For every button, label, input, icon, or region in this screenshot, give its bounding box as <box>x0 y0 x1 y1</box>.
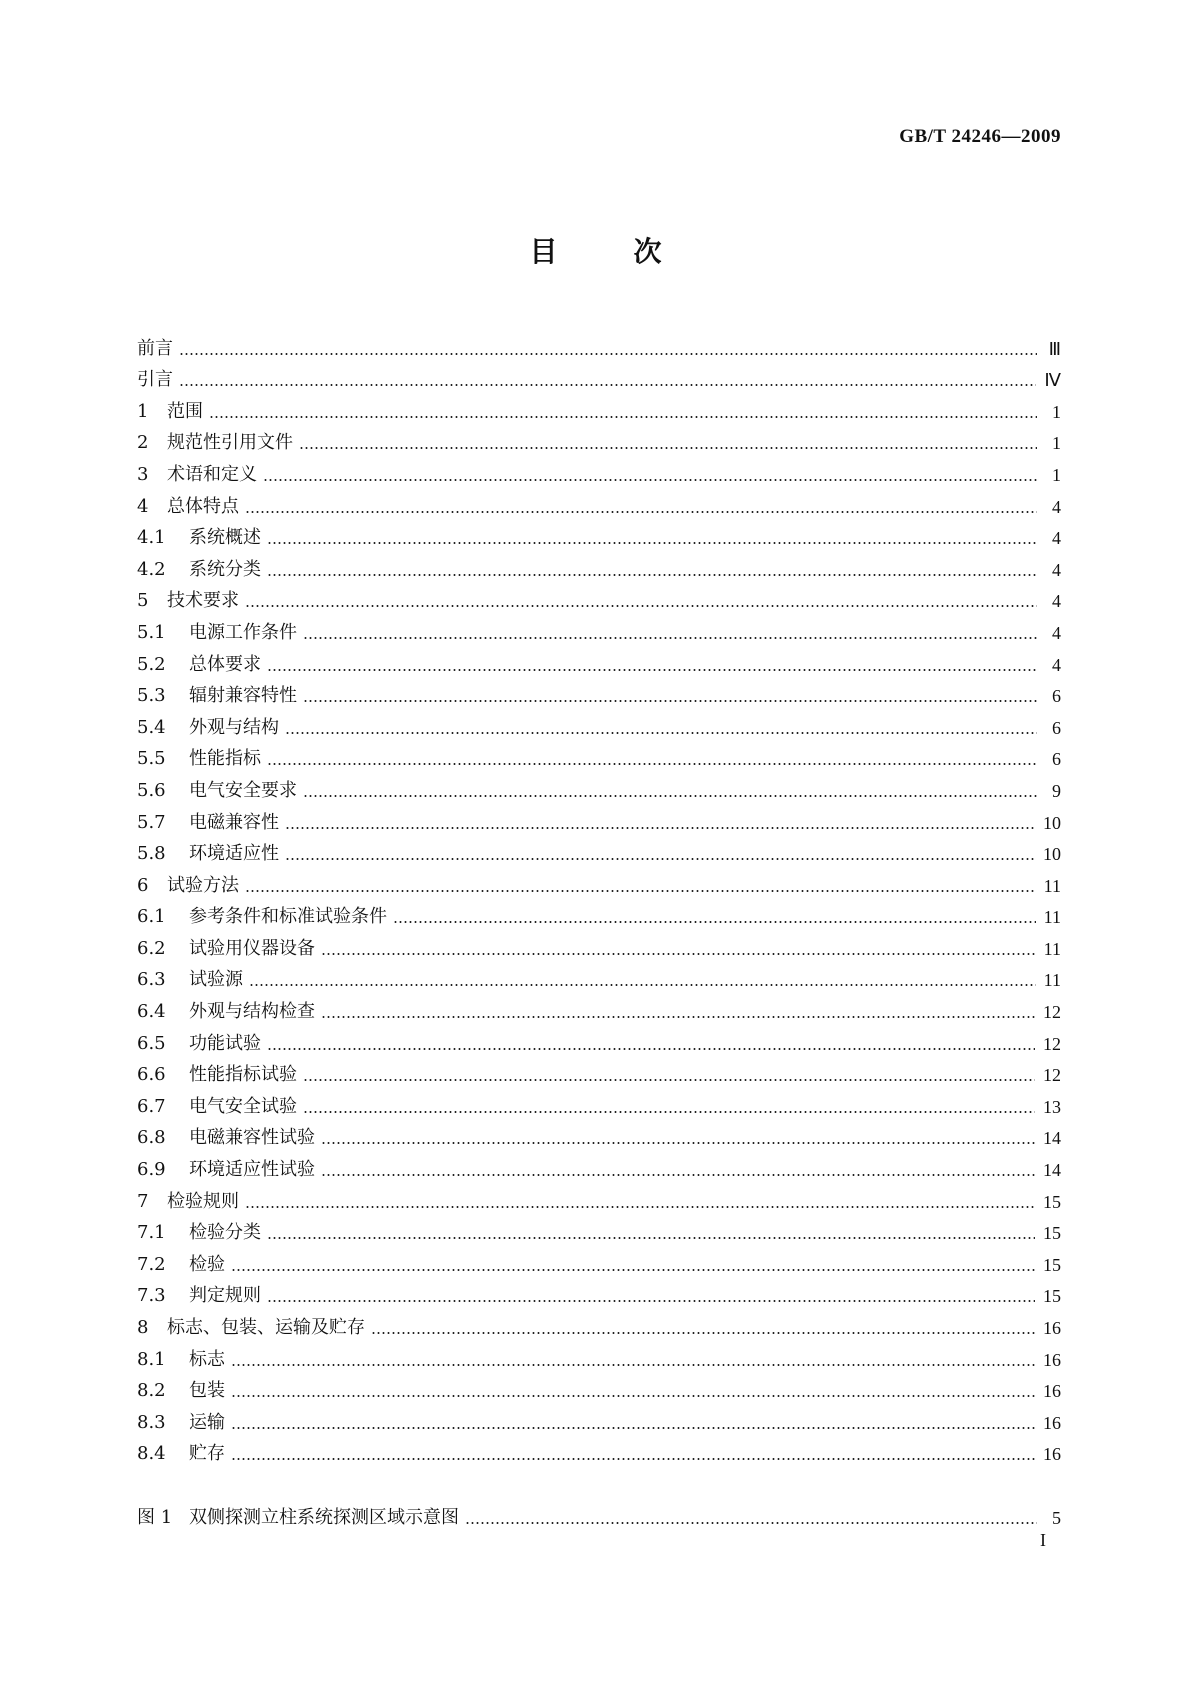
dot-leader <box>321 953 1036 955</box>
entry-title: 电气安全试验 <box>189 1095 297 1117</box>
toc-entry[interactable] <box>137 1121 1061 1153</box>
entry-title: 检验规则 <box>167 1190 239 1212</box>
dot-leader <box>267 1237 1035 1239</box>
toc-entry[interactable] <box>137 1247 1061 1279</box>
toc-entry[interactable] <box>137 710 1061 742</box>
entry-page-number: 4 <box>1052 591 1061 612</box>
toc-entry[interactable] <box>137 647 1061 679</box>
entry-title: 电磁兼容性试验 <box>189 1127 315 1149</box>
entry-page-number: 6 <box>1052 717 1061 738</box>
entry-number: 6.5 <box>137 1032 166 1054</box>
entry-page-number: 16 <box>1043 1318 1061 1338</box>
entry-number: 4.2 <box>137 558 166 580</box>
dot-leader <box>393 921 1036 923</box>
entry-number: 7.3 <box>137 1285 166 1307</box>
entry-page-number: 10 <box>1043 812 1061 833</box>
entry-page-number: 11 <box>1043 907 1061 928</box>
entry-page-number: 4 <box>1052 559 1061 580</box>
dot-leader <box>321 1016 1035 1018</box>
entry-number: 1 <box>137 400 149 422</box>
entry-title: 性能指标 <box>189 748 261 770</box>
entry-title: 外观与结构检查 <box>189 1001 315 1023</box>
dot-leader <box>321 1142 1035 1144</box>
toc-entry[interactable] <box>137 584 1061 616</box>
entry-title: 试验方法 <box>167 874 239 896</box>
toc-entry[interactable] <box>137 1026 1061 1058</box>
toc-entry[interactable] <box>137 773 1061 805</box>
dot-leader <box>263 479 1037 481</box>
entry-number: 5.2 <box>137 653 166 675</box>
toc-entry[interactable] <box>137 1216 1061 1248</box>
toc-entry[interactable] <box>137 363 1061 395</box>
toc-entry[interactable] <box>137 426 1061 458</box>
entry-title: 检验分类 <box>189 1222 261 1244</box>
entry-page-number: 14 <box>1043 1128 1061 1149</box>
dot-leader <box>245 605 1037 607</box>
entry-title: 技术要求 <box>167 590 239 612</box>
entry-title: 系统分类 <box>189 558 261 580</box>
entry-number: 8.3 <box>137 1411 166 1433</box>
entry-page-number: Ⅳ <box>1044 370 1061 391</box>
entry-page-number: 12 <box>1043 1065 1061 1086</box>
entry-number: 3 <box>137 463 149 485</box>
entry-number: 6.8 <box>137 1127 166 1149</box>
entry-title: 贮存 <box>189 1443 225 1465</box>
entry-number: 5.8 <box>137 843 166 865</box>
entry-number: 5.7 <box>137 811 166 833</box>
toc-entry[interactable] <box>137 900 1061 932</box>
dot-leader <box>249 984 1036 986</box>
entry-title: 试验源 <box>189 969 243 991</box>
entry-number: 6.7 <box>137 1095 166 1117</box>
entry-page-number: 11 <box>1043 938 1061 959</box>
list-of-figures <box>137 1500 1061 1532</box>
entry-page-number: 16 <box>1043 1444 1061 1465</box>
entry-page-number: 1 <box>1052 464 1061 485</box>
standard-number: GB/T 24246—2009 <box>899 126 1061 147</box>
entry-number: 5.1 <box>137 621 166 643</box>
dot-leader <box>231 1427 1035 1429</box>
entry-page-number: 14 <box>1043 1160 1061 1181</box>
entry-page-number: 11 <box>1043 970 1061 991</box>
entry-page-number: 16 <box>1043 1381 1061 1402</box>
dot-leader <box>245 511 1037 513</box>
dot-leader <box>245 1206 1035 1208</box>
entry-number: 8.2 <box>137 1380 166 1402</box>
entry-page-number: 4 <box>1052 654 1061 675</box>
entry-number: 图 1 <box>137 1506 173 1528</box>
entry-title: 运输 <box>189 1411 225 1433</box>
dot-leader <box>231 1395 1035 1397</box>
entry-number: 6.1 <box>137 906 166 928</box>
dot-leader <box>321 1174 1035 1176</box>
entry-page-number: 15 <box>1043 1254 1061 1275</box>
entry-number: 5.4 <box>137 716 166 738</box>
entry-number: 4.1 <box>137 527 166 549</box>
entry-page-number: 10 <box>1043 844 1061 865</box>
entry-page-number: 6 <box>1052 749 1061 770</box>
page-title <box>0 230 1191 270</box>
entry-number: 6.6 <box>137 1064 166 1086</box>
toc-entry[interactable] <box>137 394 1061 426</box>
toc-entry[interactable] <box>137 489 1061 521</box>
toc-entry[interactable] <box>137 1089 1061 1121</box>
entry-title: 前言 <box>137 337 173 359</box>
dot-leader <box>245 890 1036 892</box>
entry-page-number: 1 <box>1052 401 1061 422</box>
toc-entry[interactable] <box>137 1184 1061 1216</box>
toc-entry[interactable] <box>137 805 1061 837</box>
entry-page-number: 9 <box>1052 780 1061 801</box>
entry-page-number: 4 <box>1052 528 1061 549</box>
page-folio: I <box>1040 1530 1046 1550</box>
toc-entry[interactable] <box>137 1152 1061 1184</box>
entry-page-number: Ⅲ <box>1048 338 1061 359</box>
toc-entry[interactable] <box>137 837 1061 869</box>
entry-title: 性能指标试验 <box>189 1064 297 1086</box>
dot-leader <box>285 732 1037 734</box>
entry-number: 8 <box>137 1317 149 1338</box>
dot-leader <box>179 353 1037 355</box>
entry-number: 6.2 <box>137 937 166 959</box>
entry-number: 5.3 <box>137 685 166 707</box>
entry-page-number: 15 <box>1043 1191 1061 1212</box>
entry-title: 外观与结构 <box>189 716 279 738</box>
entry-page-number: 12 <box>1043 1002 1061 1023</box>
entry-title: 标志、包装、运输及贮存 <box>167 1317 365 1338</box>
dot-leader <box>267 1300 1035 1302</box>
dot-leader <box>285 827 1035 829</box>
toc-entry[interactable] <box>137 742 1061 774</box>
entry-page-number: 16 <box>1043 1412 1061 1433</box>
entry-title: 功能试验 <box>189 1032 261 1054</box>
entry-page-number: 13 <box>1043 1096 1061 1117</box>
entry-title: 电气安全要求 <box>189 779 297 801</box>
toc-entry[interactable] <box>137 931 1061 963</box>
entry-title: 环境适应性 <box>189 843 279 865</box>
entry-number: 6.9 <box>137 1159 166 1181</box>
entry-page-number: 5 <box>1052 1507 1061 1528</box>
entry-number: 7.2 <box>137 1253 166 1275</box>
entry-title: 判定规则 <box>189 1285 261 1307</box>
entry-number: 4 <box>137 495 149 517</box>
toc-entry[interactable] <box>137 331 1061 363</box>
entry-page-number: 1 <box>1052 433 1061 454</box>
entry-number: 7.1 <box>137 1222 166 1244</box>
entry-number: 8.4 <box>137 1443 166 1465</box>
toc-entry[interactable] <box>137 1500 1061 1532</box>
entry-number: 6 <box>137 874 149 896</box>
dot-leader <box>285 858 1035 860</box>
entry-page-number: 6 <box>1052 686 1061 707</box>
entry-number: 7 <box>137 1190 149 1212</box>
toc-entry[interactable] <box>137 615 1061 647</box>
toc-entry[interactable] <box>137 1058 1061 1090</box>
toc-entry[interactable] <box>137 457 1061 489</box>
dot-leader <box>299 447 1037 449</box>
entry-page-number: 16 <box>1043 1349 1061 1370</box>
dot-leader <box>267 574 1037 576</box>
entry-number: 2 <box>137 432 149 454</box>
toc-entry[interactable] <box>137 963 1061 995</box>
toc-entry[interactable] <box>137 1437 1061 1469</box>
entry-title: 范围 <box>167 400 203 422</box>
dot-leader <box>371 1332 1035 1334</box>
entry-title: 电磁兼容性 <box>189 811 279 833</box>
entry-title: 环境适应性试验 <box>189 1159 315 1181</box>
entry-title: 电源工作条件 <box>189 621 297 643</box>
entry-title: 术语和定义 <box>167 463 257 485</box>
toc-entry[interactable] <box>137 1310 1061 1342</box>
entry-title: 引言 <box>137 369 173 391</box>
entry-number: 5.5 <box>137 748 166 770</box>
entry-page-number: 15 <box>1043 1223 1061 1244</box>
entry-title: 双侧探测立柱系统探测区域示意图 <box>189 1506 459 1528</box>
entry-title: 包装 <box>189 1380 225 1402</box>
dot-leader <box>267 1048 1035 1050</box>
entry-title: 辐射兼容特性 <box>189 685 297 707</box>
dot-leader <box>267 763 1037 765</box>
entry-page-number: 4 <box>1052 496 1061 517</box>
entry-title: 系统概述 <box>189 527 261 549</box>
dot-leader <box>209 416 1037 418</box>
toc-entry[interactable] <box>137 1405 1061 1437</box>
toc-entry[interactable] <box>137 868 1061 900</box>
entry-page-number: 11 <box>1043 875 1061 896</box>
dot-leader <box>231 1269 1035 1271</box>
table-of-contents <box>137 331 1061 1468</box>
dot-leader <box>303 1079 1035 1081</box>
entry-number: 6.4 <box>137 1001 166 1023</box>
toc-entry[interactable] <box>137 1374 1061 1406</box>
toc-entry[interactable] <box>137 1279 1061 1311</box>
dot-leader <box>465 1522 1037 1524</box>
dot-leader <box>231 1364 1035 1366</box>
entry-number: 5.6 <box>137 779 166 801</box>
toc-entry[interactable] <box>137 679 1061 711</box>
entry-title: 总体要求 <box>189 653 261 675</box>
entry-title: 总体特点 <box>167 495 239 517</box>
toc-entry[interactable] <box>137 552 1061 584</box>
entry-page-number: 15 <box>1043 1286 1061 1307</box>
dot-leader <box>267 669 1037 671</box>
entry-number: 8.1 <box>137 1348 166 1370</box>
title-char: 次 <box>633 235 662 268</box>
entry-number: 6.3 <box>137 969 166 991</box>
dot-leader <box>303 700 1037 702</box>
toc-entry[interactable] <box>137 994 1061 1026</box>
dot-leader <box>267 542 1037 544</box>
dot-leader <box>231 1458 1035 1460</box>
entry-page-number: 12 <box>1043 1033 1061 1054</box>
dot-leader <box>179 384 1036 386</box>
title-char: 目 <box>529 235 558 268</box>
entry-title: 试验用仪器设备 <box>189 937 315 959</box>
toc-entry[interactable] <box>137 521 1061 553</box>
entry-title: 检验 <box>189 1253 225 1275</box>
entry-number: 5 <box>137 590 149 612</box>
entry-title: 规范性引用文件 <box>167 432 293 454</box>
entry-title: 标志 <box>189 1348 225 1370</box>
dot-leader <box>303 795 1037 797</box>
dot-leader <box>303 1111 1035 1113</box>
entry-page-number: 4 <box>1052 622 1061 643</box>
dot-leader <box>303 637 1037 639</box>
toc-entry[interactable] <box>137 1342 1061 1374</box>
entry-title: 参考条件和标准试验条件 <box>189 906 387 928</box>
